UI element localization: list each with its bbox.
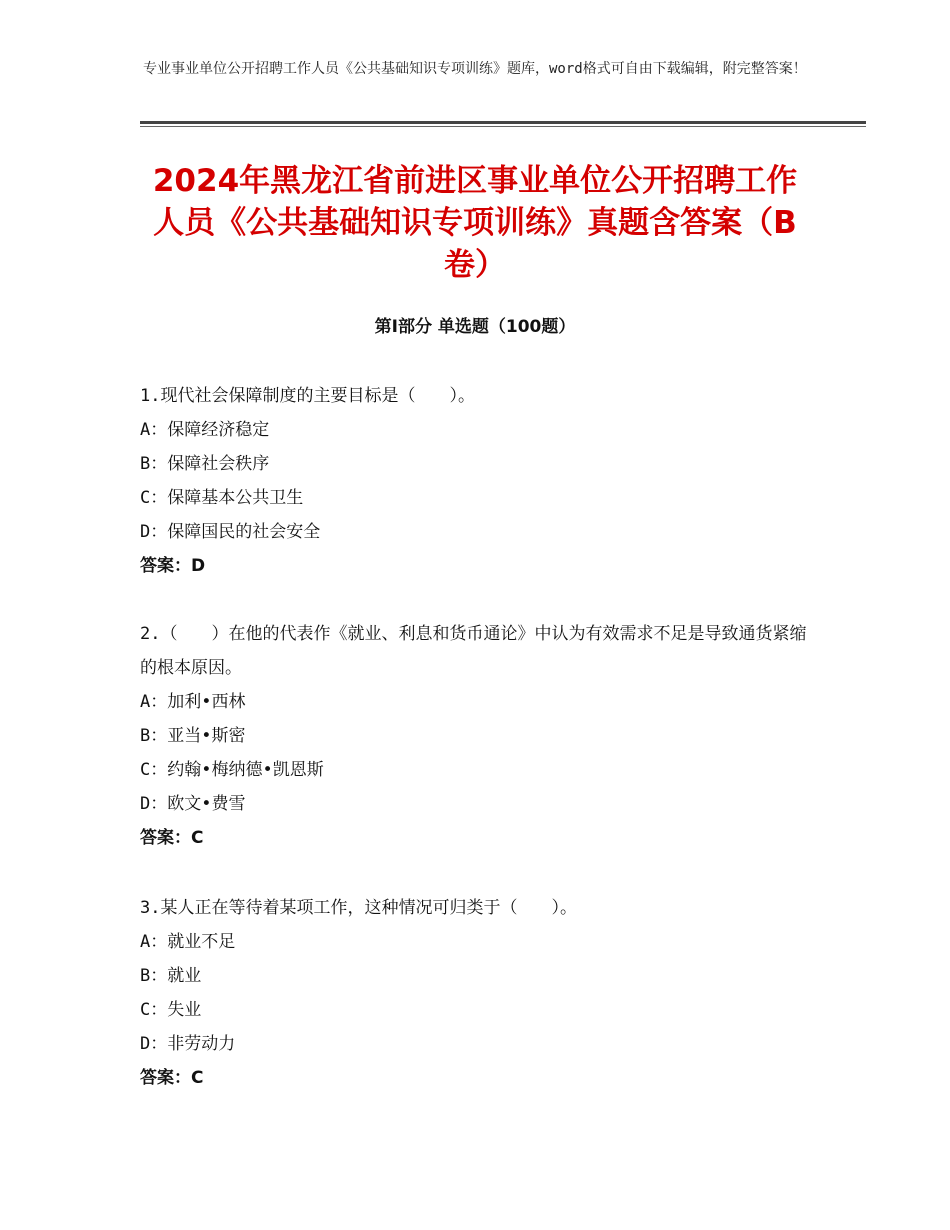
option-c: C：保障基本公共卫生 <box>140 488 304 508</box>
answer: 答案：C <box>140 828 204 848</box>
option-b: B：就业 <box>140 966 202 986</box>
option-b: B：亚当•斯密 <box>140 726 246 746</box>
option-d: D：保障国民的社会安全 <box>140 522 321 542</box>
option-a: A：保障经济稳定 <box>140 420 270 440</box>
option-b: B：保障社会秩序 <box>140 454 270 474</box>
answer: 答案：C <box>140 1068 204 1088</box>
question-1 <box>140 379 810 583</box>
option-a: A：就业不足 <box>140 932 236 952</box>
option-d: D：欧文•费雪 <box>140 794 246 814</box>
header-divider <box>140 121 866 124</box>
option-c: C：约翰•梅纳德•凯恩斯 <box>140 760 324 780</box>
question-text: 1.现代社会保障制度的主要目标是（ ）。 <box>140 386 475 406</box>
question-2 <box>140 617 810 855</box>
section-heading: 第Ⅰ部分 单选题（100题） <box>374 317 576 337</box>
question-3 <box>140 891 810 1095</box>
option-c: C：失业 <box>140 1000 202 1020</box>
header-note: 专业事业单位公开招聘工作人员《公共基础知识专项训练》题库，word格式可自由下载编辑，附完整答案！ <box>143 61 807 77</box>
option-d: D：非劳动力 <box>140 1034 236 1054</box>
question-text: 3.某人正在等待着某项工作，这种情况可归类于（ ）。 <box>140 898 577 918</box>
answer: 答案：D <box>140 556 206 576</box>
document-title: 2024年黑龙江省前进区事业单位公开招聘工作人员《公共基础知识专项训练》真题含答案（B卷） <box>152 163 798 283</box>
question-text: 2.（ ）在他的代表作《就业、利息和货币通论》中认为有效需求不足是导致通货紧缩的根本原因。 <box>140 624 807 678</box>
option-a: A：加利•西林 <box>140 692 246 712</box>
